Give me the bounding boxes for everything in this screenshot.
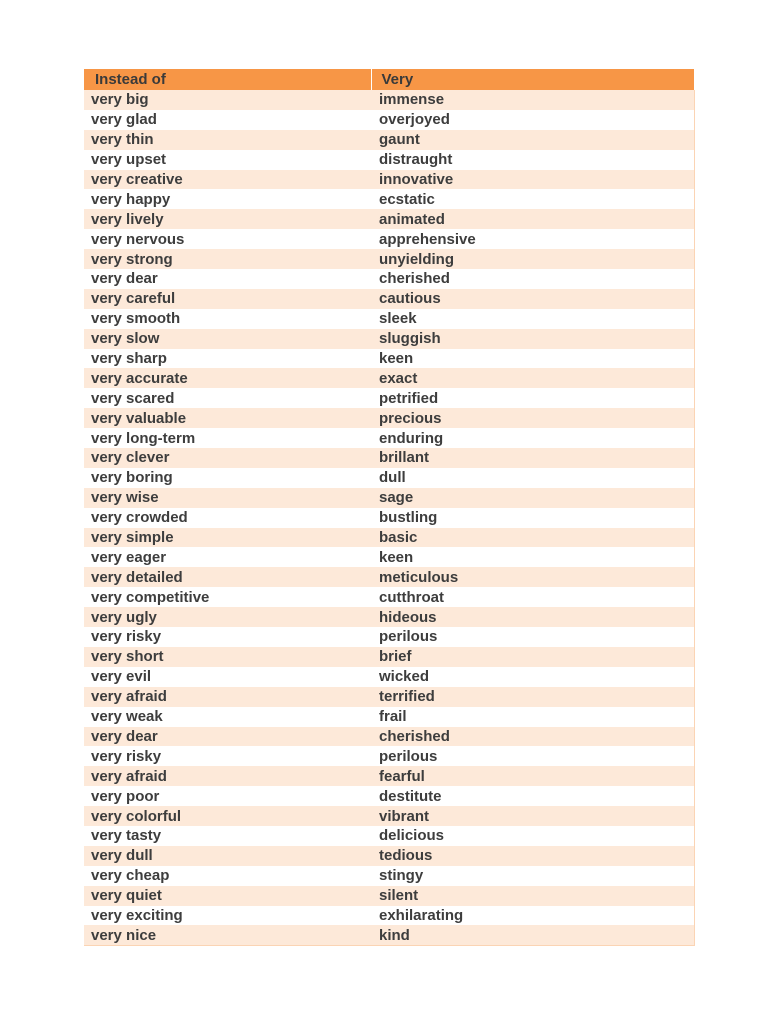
phrase-cell: very valuable	[84, 408, 371, 428]
phrase-cell: very nice	[84, 925, 371, 945]
phrase-cell: very risky	[84, 627, 371, 647]
header-very: Very	[371, 69, 694, 90]
table-row	[84, 428, 694, 448]
table-row	[84, 289, 694, 309]
table-row	[84, 567, 694, 587]
replacement-word-cell: brillant	[371, 448, 694, 468]
replacement-word-cell: apprehensive	[371, 229, 694, 249]
table-row	[84, 488, 694, 508]
table-row	[84, 846, 694, 866]
replacement-word-cell: ecstatic	[371, 189, 694, 209]
replacement-word-cell: cherished	[371, 727, 694, 747]
table-row	[84, 130, 694, 150]
table-header	[84, 69, 694, 90]
replacement-word-cell: keen	[371, 547, 694, 567]
header-row	[84, 69, 694, 90]
replacement-word-cell: innovative	[371, 170, 694, 190]
phrase-cell: very creative	[84, 170, 371, 190]
phrase-cell: very accurate	[84, 368, 371, 388]
table-row	[84, 508, 694, 528]
table-row	[84, 388, 694, 408]
phrase-cell: very scared	[84, 388, 371, 408]
replacement-word-cell: hideous	[371, 607, 694, 627]
phrase-cell: very smooth	[84, 309, 371, 329]
replacement-word-cell: destitute	[371, 786, 694, 806]
phrase-cell: very strong	[84, 249, 371, 269]
table-row	[84, 667, 694, 687]
phrase-cell: very lively	[84, 209, 371, 229]
phrase-cell: very careful	[84, 289, 371, 309]
replacement-word-cell: dull	[371, 468, 694, 488]
phrase-cell: very thin	[84, 130, 371, 150]
phrase-cell: very poor	[84, 786, 371, 806]
phrase-cell: very nervous	[84, 229, 371, 249]
replacement-word-cell: frail	[371, 707, 694, 727]
table-row	[84, 707, 694, 727]
phrase-cell: very exciting	[84, 906, 371, 926]
phrase-cell: very crowded	[84, 508, 371, 528]
table-row	[84, 587, 694, 607]
table-row	[84, 189, 694, 209]
replacement-word-cell: tedious	[371, 846, 694, 866]
table-row	[84, 329, 694, 349]
phrase-cell: very evil	[84, 667, 371, 687]
table-row	[84, 766, 694, 786]
table-row	[84, 727, 694, 747]
phrase-cell: very upset	[84, 150, 371, 170]
phrase-cell: very tasty	[84, 826, 371, 846]
replacement-word-cell: brief	[371, 647, 694, 667]
table-row	[84, 607, 694, 627]
replacement-word-cell: gaunt	[371, 130, 694, 150]
phrase-cell: very dull	[84, 846, 371, 866]
phrase-cell: very eager	[84, 547, 371, 567]
table-row	[84, 90, 694, 110]
phrase-cell: very big	[84, 90, 371, 110]
table-row	[84, 269, 694, 289]
replacement-word-cell: precious	[371, 408, 694, 428]
table-row	[84, 786, 694, 806]
replacement-word-cell: petrified	[371, 388, 694, 408]
replacement-word-cell: cutthroat	[371, 587, 694, 607]
replacement-word-cell: perilous	[371, 627, 694, 647]
replacement-word-cell: fearful	[371, 766, 694, 786]
table-row	[84, 906, 694, 926]
table-row	[84, 627, 694, 647]
table-row	[84, 886, 694, 906]
replacement-word-cell: unyielding	[371, 249, 694, 269]
phrase-cell: very glad	[84, 110, 371, 130]
replacement-word-cell: stingy	[371, 866, 694, 886]
replacement-word-cell: silent	[371, 886, 694, 906]
phrase-cell: very clever	[84, 448, 371, 468]
phrase-cell: very afraid	[84, 687, 371, 707]
phrase-cell: very ugly	[84, 607, 371, 627]
replacement-word-cell: immense	[371, 90, 694, 110]
table-body	[84, 90, 694, 946]
phrase-cell: very short	[84, 647, 371, 667]
replacement-word-cell: sleek	[371, 309, 694, 329]
table-row	[84, 687, 694, 707]
phrase-cell: very slow	[84, 329, 371, 349]
replacement-word-cell: enduring	[371, 428, 694, 448]
table-row	[84, 866, 694, 886]
table-row	[84, 528, 694, 548]
table-row	[84, 448, 694, 468]
header-instead-of: Instead of	[84, 69, 371, 90]
replacement-word-cell: terrified	[371, 687, 694, 707]
table-row	[84, 925, 694, 945]
table-row	[84, 468, 694, 488]
replacement-word-cell: sluggish	[371, 329, 694, 349]
table-row	[84, 349, 694, 369]
table-row	[84, 110, 694, 130]
replacement-word-cell: distraught	[371, 150, 694, 170]
phrase-cell: very colorful	[84, 806, 371, 826]
replacement-word-cell: cautious	[371, 289, 694, 309]
phrase-cell: very detailed	[84, 567, 371, 587]
word-replacement-table	[84, 69, 695, 946]
replacement-word-cell: exhilarating	[371, 906, 694, 926]
phrase-cell: very dear	[84, 727, 371, 747]
table-row	[84, 209, 694, 229]
replacement-word-cell: kind	[371, 925, 694, 945]
replacement-word-cell: cherished	[371, 269, 694, 289]
phrase-cell: very quiet	[84, 886, 371, 906]
table-row	[84, 229, 694, 249]
replacement-word-cell: delicious	[371, 826, 694, 846]
replacement-word-cell: exact	[371, 368, 694, 388]
replacement-word-cell: vibrant	[371, 806, 694, 826]
phrase-cell: very happy	[84, 189, 371, 209]
table-row	[84, 826, 694, 846]
phrase-cell: very sharp	[84, 349, 371, 369]
replacement-word-cell: meticulous	[371, 567, 694, 587]
table-row	[84, 746, 694, 766]
phrase-cell: very afraid	[84, 766, 371, 786]
table-row	[84, 249, 694, 269]
replacement-word-cell: bustling	[371, 508, 694, 528]
phrase-cell: very competitive	[84, 587, 371, 607]
replacement-word-cell: overjoyed	[371, 110, 694, 130]
phrase-cell: very simple	[84, 528, 371, 548]
table-row	[84, 170, 694, 190]
table-row	[84, 408, 694, 428]
phrase-cell: very long-term	[84, 428, 371, 448]
table-row	[84, 309, 694, 329]
table-row	[84, 806, 694, 826]
replacement-word-cell: keen	[371, 349, 694, 369]
phrase-cell: very boring	[84, 468, 371, 488]
phrase-cell: very weak	[84, 707, 371, 727]
phrase-cell: very dear	[84, 269, 371, 289]
replacement-word-cell: perilous	[371, 746, 694, 766]
phrase-cell: very wise	[84, 488, 371, 508]
replacement-word-cell: basic	[371, 528, 694, 548]
table-row	[84, 647, 694, 667]
phrase-cell: very cheap	[84, 866, 371, 886]
table-row	[84, 150, 694, 170]
replacement-word-cell: wicked	[371, 667, 694, 687]
phrase-cell: very risky	[84, 746, 371, 766]
replacement-word-cell: sage	[371, 488, 694, 508]
replacement-word-cell: animated	[371, 209, 694, 229]
table-row	[84, 547, 694, 567]
table-row	[84, 368, 694, 388]
